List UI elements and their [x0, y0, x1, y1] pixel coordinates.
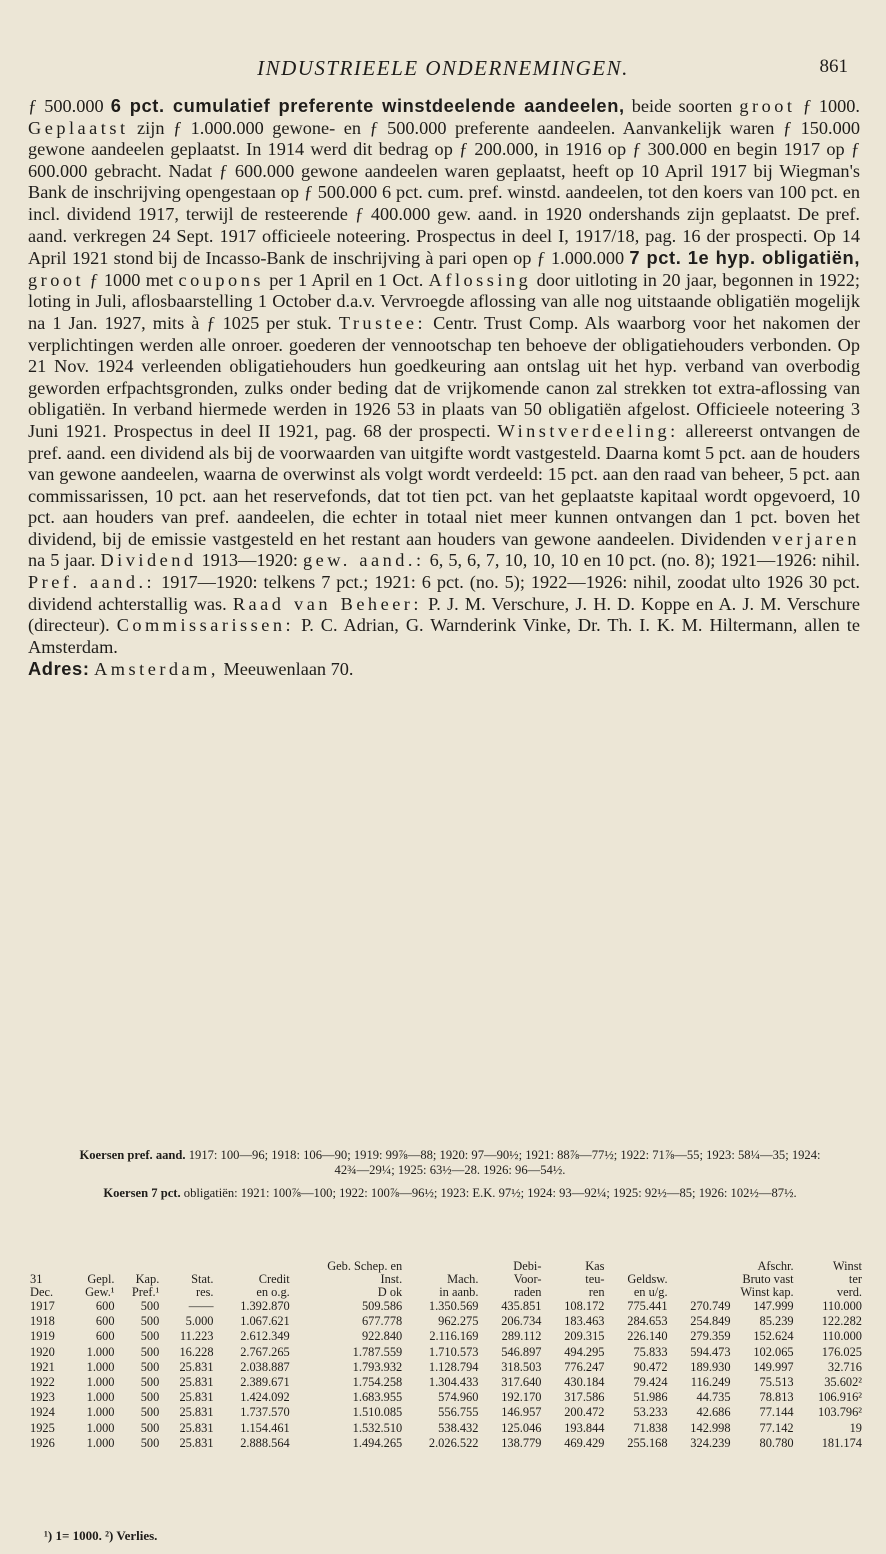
value-cell: 1.683.955: [352, 1390, 403, 1405]
year-cell: 1917: [30, 1299, 55, 1313]
value-cell: 500: [140, 1375, 160, 1390]
value-cell: 51.986: [633, 1390, 668, 1405]
value-cell: 775.441: [627, 1299, 668, 1313]
value-cell: 574.960: [438, 1390, 479, 1405]
value-cell: 317.640: [501, 1375, 542, 1390]
text-run: allereerst ontvangen de pref. aand. een dividend als bij de voorwaarden van uitgifte wordt vastgesteld. Daarna komt 5 pct. aan de houders van gewone aandeelen, waarna de overwinst als volgt wordt verdeeld: 15 pct. aan den raad van beheer, 5 pct. aan commissarissen, 10 pct. aan het reservefonds, dat tot tien pct. van het geplaatste kapitaal wordt opgevoerd, 10 pct. aan houders van pref. aandeelen, die echter in totaal niet meer kunnen ontvangen dan 1 pct. boven het dividend, bij de emissie vastgesteld en het restant aan houders van gewone aandeelen. Dividenden: [28, 420, 860, 549]
value-cell: 5.000: [185, 1314, 214, 1329]
table-row: [28, 1421, 864, 1436]
column-header: en o.g.: [256, 1285, 290, 1299]
value-cell: 494.295: [564, 1344, 605, 1359]
value-cell: 209.315: [564, 1329, 605, 1344]
value-cell: 509.586: [361, 1299, 403, 1313]
value-cell: ——: [188, 1299, 214, 1313]
value-cell: 44.735: [696, 1390, 731, 1405]
value-cell: 25.831: [179, 1390, 214, 1405]
value-cell: 538.432: [438, 1420, 479, 1435]
text-run: zijn ƒ 1.000.000 gewone- en ƒ 500.000 preferente aandeelen. Aanvankelijk waren ƒ 150.000 gewone aandeelen geplaatst. In 1914 werd dit bedrag op ƒ 200.000, in 1916 op ƒ 300.000 en begin 1917 op ƒ 600.000 gebracht. Nadat ƒ 600.000 gewone aandeelen waren geplaatst, heeft op 10 April 1917 bij Wiegman's Bank de inschrijving opengestaan op ƒ 500.000 6 pct. cum. pref. winstd. aandeelen, tot den koers van 100 pct. en incl. dividend 1917, terwijl de resteerende ƒ 400.000 gew. aand. in 1920 ondershands zijn geplaatst. De pref. aand. verkregen 24 Sept. 1917 officieele noteering. Prospectus in deel I, 1917/18, pag. 16 der prospecti. Op 14 April 1921 stond bij de Incasso-Bank de inschrijving à pari open op ƒ 1.000.000: [28, 117, 860, 269]
column-header: verd.: [836, 1285, 862, 1299]
column-header: Mach.: [447, 1272, 479, 1286]
financial-table: [28, 1260, 864, 1451]
value-cell: 317.586: [564, 1390, 605, 1405]
value-cell: 594.473: [690, 1344, 731, 1359]
value-cell: 193.844: [564, 1420, 605, 1435]
table-row: [28, 1314, 864, 1329]
year-cell: 1919: [30, 1329, 55, 1344]
value-cell: 42.686: [696, 1405, 731, 1420]
value-cell: 962.275: [438, 1314, 479, 1329]
value-cell: 500: [140, 1420, 160, 1435]
value-cell: 25.831: [179, 1420, 214, 1435]
value-cell: 147.999: [753, 1299, 794, 1313]
value-cell: 500: [140, 1405, 160, 1420]
spaced-emphasis: groot: [739, 96, 796, 116]
value-cell: 25.831: [179, 1375, 214, 1390]
value-cell: 2.116.169: [429, 1329, 479, 1344]
year-cell: 1921: [30, 1359, 55, 1374]
value-cell: 206.734: [501, 1314, 542, 1329]
value-cell: 1.787.559: [352, 1344, 403, 1359]
value-cell: 189.930: [690, 1359, 731, 1374]
column-header: Inst.: [380, 1272, 403, 1286]
value-cell: 75.833: [633, 1344, 668, 1359]
value-cell: 430.184: [564, 1375, 605, 1390]
value-cell: 77.144: [759, 1405, 794, 1420]
bold-heading-run: 7 pct. 1e hyp. obligatiën,: [629, 247, 860, 269]
value-cell: 1.392.870: [240, 1299, 290, 1313]
year-cell: 1926: [30, 1435, 55, 1450]
value-cell: 500: [140, 1299, 160, 1313]
table-row: [28, 1299, 864, 1314]
value-cell: 138.779: [501, 1435, 542, 1450]
table-body: [28, 1299, 864, 1451]
value-cell: 500: [140, 1329, 160, 1344]
year-cell: 1920: [30, 1344, 55, 1359]
value-cell: 500: [140, 1314, 160, 1329]
value-cell: 32.716: [827, 1359, 862, 1374]
text-run: ƒ 1000.: [795, 96, 860, 116]
column-header: D ok: [377, 1285, 403, 1299]
value-cell: 2.038.887: [240, 1359, 290, 1374]
text-run: P. C. Adrian, G. Warnderink Vinke, Dr. Th. I. K. M. Hiltermann, allen te Amsterdam.: [28, 615, 860, 657]
value-cell: 1.000: [86, 1405, 115, 1420]
column-header: Bruto vast: [742, 1272, 794, 1286]
footnote: ¹) 1= 1000. ²) Verlies.: [44, 1528, 158, 1543]
column-header: Credit: [258, 1272, 290, 1286]
column-header: Dec.: [30, 1285, 54, 1299]
value-cell: 600: [95, 1299, 115, 1313]
spaced-emphasis: groot: [28, 269, 85, 290]
spaced-emphasis: Aflossing: [428, 269, 532, 290]
value-cell: 284.653: [627, 1314, 668, 1329]
year-cell: 1923: [30, 1390, 55, 1405]
value-cell: 1.154.461: [240, 1420, 290, 1435]
value-cell: 1.000: [86, 1359, 115, 1374]
column-header: Afschr.: [757, 1259, 794, 1273]
spaced-emphasis: verjaren: [772, 528, 860, 549]
value-cell: 90.472: [633, 1359, 668, 1374]
value-cell: 79.424: [633, 1375, 668, 1390]
column-header: Kas: [585, 1259, 605, 1273]
value-cell: 2.612.349: [240, 1329, 290, 1344]
value-cell: 11.223: [179, 1329, 214, 1344]
table-row: [28, 1329, 864, 1344]
table-row: [28, 1375, 864, 1390]
value-cell: 1.494.265: [352, 1435, 403, 1450]
value-cell: 25.831: [179, 1435, 214, 1450]
column-header: raden: [513, 1285, 542, 1299]
text-run: P. J. M. Verschure, J. H. D. Koppe en A. J. M. Verschure (directeur).: [28, 593, 860, 636]
value-cell: 106.916²: [818, 1390, 862, 1405]
value-cell: 270.749: [690, 1299, 731, 1313]
value-cell: 1.000: [86, 1420, 115, 1435]
value-cell: 1.304.433: [428, 1375, 479, 1390]
value-cell: 2.026.522: [428, 1435, 479, 1450]
value-cell: 200.472: [564, 1405, 605, 1420]
spaced-emphasis: Trustee:: [338, 312, 427, 333]
value-cell: 677.778: [361, 1314, 403, 1329]
column-header: Gepl.: [87, 1272, 115, 1286]
bold-heading-run: 6 pct. cumulatief preferente winstdeelende aandeelen,: [110, 95, 625, 116]
value-cell: 2.767.265: [240, 1344, 290, 1359]
value-cell: 25.831: [179, 1405, 214, 1420]
value-cell: 1.424.092: [240, 1390, 290, 1405]
value-cell: 19: [849, 1420, 862, 1435]
table-row: [28, 1436, 864, 1451]
value-cell: 35.602²: [824, 1375, 862, 1390]
value-cell: 546.897: [501, 1344, 542, 1359]
quote-pref-shares: [70, 1148, 830, 1178]
value-cell: 1.067.621: [240, 1314, 290, 1329]
value-cell: 279.359: [690, 1329, 731, 1344]
value-cell: 110.000: [822, 1329, 862, 1344]
value-cell: 600: [95, 1314, 115, 1329]
column-header: Debi-: [513, 1259, 542, 1273]
value-cell: 77.142: [759, 1420, 794, 1435]
column-header: Winst kap.: [740, 1285, 794, 1299]
value-cell: 600: [95, 1329, 115, 1344]
text-run: na 5 jaar.: [28, 550, 101, 571]
value-cell: 149.997: [753, 1359, 794, 1374]
value-cell: 226.140: [627, 1329, 668, 1344]
value-cell: 192.170: [501, 1390, 542, 1405]
spaced-emphasis: Winstverdeeling:: [497, 420, 679, 441]
column-header: Gew.¹: [85, 1285, 115, 1299]
price-quotations: [70, 1148, 830, 1209]
spaced-emphasis: Dividend: [100, 550, 197, 571]
column-header: teu-: [585, 1272, 605, 1286]
text-run: ƒ 500.000: [28, 96, 111, 116]
column-header: ter: [848, 1272, 862, 1286]
column-header: Kap.: [135, 1272, 160, 1286]
value-cell: 116.249: [690, 1375, 731, 1390]
value-cell: 1.000: [86, 1344, 115, 1359]
value-cell: 78.813: [759, 1390, 794, 1405]
column-header: en u/g.: [633, 1285, 668, 1299]
address-label: Adres:: [28, 658, 90, 680]
value-cell: 556.755: [438, 1405, 479, 1420]
value-cell: 1.737.570: [240, 1405, 290, 1420]
year-cell: 1918: [30, 1314, 55, 1329]
value-cell: 110.000: [822, 1299, 862, 1313]
spaced-emphasis: Commissarissen:: [116, 615, 295, 636]
value-cell: 1.510.085: [352, 1405, 403, 1420]
value-cell: 183.463: [564, 1314, 605, 1329]
value-cell: 500: [140, 1344, 160, 1359]
quote-bonds: [70, 1186, 830, 1201]
description-paragraph: [28, 96, 860, 657]
value-cell: 2.389.671: [240, 1375, 290, 1390]
quote-label: Koersen pref. aand.: [79, 1148, 186, 1162]
value-cell: 125.046: [501, 1420, 542, 1435]
spaced-emphasis: Pref. aand.:: [28, 572, 156, 593]
value-cell: 1.710.573: [428, 1344, 479, 1359]
address-city: Amsterdam,: [94, 659, 219, 680]
value-cell: 1.128.794: [428, 1359, 479, 1374]
value-cell: 122.282: [821, 1314, 862, 1329]
year-cell: 1924: [30, 1405, 55, 1420]
value-cell: 1.000: [86, 1390, 115, 1405]
value-cell: 2.888.564: [240, 1435, 290, 1450]
page-header: [30, 48, 856, 88]
table-row: [28, 1390, 864, 1405]
text-run: beide soorten: [624, 96, 740, 116]
column-header: ren: [588, 1285, 605, 1299]
value-cell: 1.793.932: [352, 1359, 403, 1374]
text-run: per 1 April en 1 Oct.: [263, 269, 429, 290]
value-cell: 500: [140, 1359, 160, 1374]
address-line: [28, 658, 860, 681]
text-run: door uitloting in 20 jaar, begonnen in 1922; loting in Juli, aflosbaarstelling 1 October d.a.v. Vervroegde aflossing van alle nog uitstaande obligatiën mogelijk na 1 Jan. 1927, mits à ƒ 1025 per stuk.: [28, 269, 860, 333]
value-cell: 500: [140, 1435, 160, 1450]
value-cell: 181.174: [821, 1435, 862, 1450]
text-run: 6, 5, 6, 7, 10, 10, 10 en 10 pct. (no. 8); 1921—1926: nihil.: [424, 550, 860, 571]
column-header: Pref.¹: [131, 1285, 160, 1299]
value-cell: 176.025: [821, 1344, 862, 1359]
value-cell: 25.831: [179, 1359, 214, 1374]
value-cell: 1.754.258: [352, 1375, 403, 1390]
page-number: 861: [819, 56, 848, 77]
quote-values: obligatiën: 1921: 100⅞—100; 1922: 100⅞—96½; 1923: E.K. 97½; 1924: 93—92¼; 1925: 92½—85; 1926: 102½—87½.: [180, 1186, 797, 1200]
quote-label: Koersen 7 pct.: [103, 1186, 181, 1200]
value-cell: 1.532.510: [352, 1420, 403, 1435]
value-cell: 255.168: [627, 1435, 668, 1450]
column-header: 31: [30, 1272, 43, 1286]
text-run: 1913—1920:: [196, 550, 304, 571]
company-description: [28, 95, 860, 681]
column-header: Stat.: [191, 1272, 214, 1286]
value-cell: 1.350.569: [428, 1299, 479, 1313]
value-cell: 85.239: [759, 1314, 794, 1329]
value-cell: 289.112: [501, 1329, 542, 1344]
value-cell: 142.998: [690, 1420, 731, 1435]
value-cell: 435.851: [501, 1299, 542, 1313]
column-header: Geb. Schep. en: [327, 1259, 403, 1273]
text-run: Centr. Trust Comp. Als waarborg voor het nakomen der verplichtingen werden alle onroer. goederen der vennootschap ten behoeve der obligatiehouders verbonden. Op 21 Nov. 1924 verleenden obligatiehouders hun goedkeuring aan ontslag uit het hyp. verband van overbodig geworden erfpachtsgronden, zulks onder beding dat de vrijkomende canon zal strekken tot extra-aflossing van obligatiën. In verband hiermede werden in 1926 53 in plaats van 50 obligatiën afgelost. Officieele noteering 3 Juni 1921. Prospectus in deel II 1921, pag. 68 der prospecti.: [28, 312, 860, 441]
header-row: [28, 1286, 864, 1299]
value-cell: 152.624: [753, 1329, 794, 1344]
column-header: Winst: [832, 1259, 862, 1273]
value-cell: 102.065: [753, 1344, 794, 1359]
table-row: [28, 1405, 864, 1420]
spaced-emphasis: gew. aand.:: [303, 550, 425, 571]
column-header: in aanb.: [439, 1285, 479, 1299]
value-cell: 1.000: [86, 1375, 115, 1390]
year-cell: 1922: [30, 1375, 55, 1390]
value-cell: 1.000: [86, 1435, 115, 1450]
running-title: INDUSTRIEELE ONDERNEMINGEN.: [257, 56, 629, 80]
table-row: [28, 1360, 864, 1375]
value-cell: 146.957: [501, 1405, 542, 1420]
column-header: res.: [195, 1285, 214, 1299]
value-cell: 318.503: [501, 1359, 542, 1374]
value-cell: 324.239: [690, 1435, 731, 1450]
spaced-emphasis: Geplaatst: [28, 117, 129, 138]
value-cell: 254.849: [690, 1314, 731, 1329]
value-cell: 16.228: [179, 1344, 214, 1359]
table-header: [28, 1260, 864, 1299]
quote-values: 1917: 100—96; 1918: 106—90; 1919: 99⅞—88; 1920: 97—90½; 1921: 88⅞—77½; 1922: 71⅞—55; 1923: 58¼—35; 1924: 42¾—29¼; 1925: 63½—28. 1926: 96—54½.: [185, 1148, 821, 1177]
spaced-emphasis: coupons: [178, 269, 264, 290]
year-cell: 1925: [30, 1420, 55, 1435]
value-cell: 80.780: [759, 1435, 794, 1450]
value-cell: 108.172: [564, 1299, 605, 1313]
text-run: 1917—1920: telkens 7 pct.; 1921: 6 pct. (no. 5); 1922—1926: nihil, zoodat ulto 1926 30 pct. dividend achterstallig was.: [28, 572, 860, 614]
table-row: [28, 1345, 864, 1360]
text-run: ƒ 1000 met: [84, 269, 179, 290]
value-cell: 776.247: [564, 1359, 605, 1374]
value-cell: 53.233: [633, 1405, 668, 1420]
value-cell: 71.838: [633, 1420, 668, 1435]
column-header: Voor-: [513, 1272, 542, 1286]
value-cell: 469.429: [564, 1435, 605, 1450]
spaced-emphasis: Raad van Beheer:: [232, 593, 422, 614]
value-cell: 75.513: [759, 1375, 794, 1390]
value-cell: 103.796²: [818, 1405, 862, 1420]
value-cell: 500: [140, 1390, 160, 1405]
value-cell: 922.840: [361, 1329, 403, 1344]
column-header: Geldsw.: [627, 1272, 668, 1286]
address-street: Meeuwenlaan 70.: [218, 659, 354, 680]
